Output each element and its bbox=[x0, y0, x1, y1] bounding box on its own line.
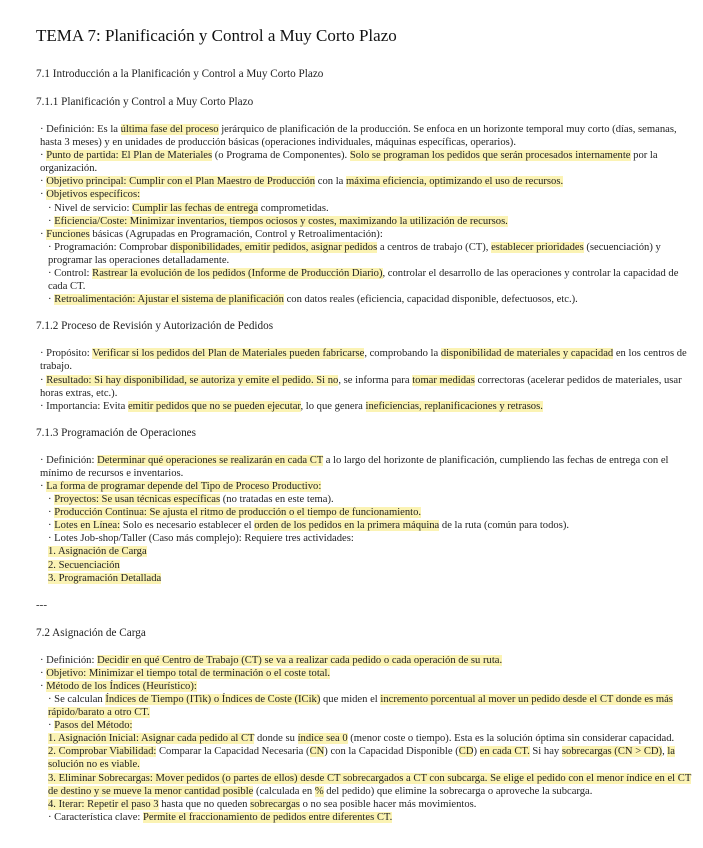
separator: --- bbox=[36, 598, 47, 611]
text-span: o no sea posible hacer más movimientos. bbox=[299, 798, 477, 810]
highlighted-text: Solo se programan los pedidos que serán procesados internamente bbox=[349, 150, 631, 162]
text-span: comprometidas. bbox=[258, 202, 329, 214]
highlighted-text: CN bbox=[309, 746, 325, 758]
text-line bbox=[36, 532, 693, 545]
highlighted-text: índice sea 0 bbox=[297, 733, 348, 745]
text-span: jerárquico de planificación de la producción. Se enfoca en un horizonte temporal muy corto (días, semanas, hasta 3 meses) y en unidades de producción básicas (operaciones individuales, máquinas específicas, operarios). bbox=[40, 124, 677, 149]
highlighted-text: Objetivo principal: Cumplir con el Plan Maestro de Producción bbox=[46, 176, 316, 188]
highlighted-text: Permite el fraccionamiento de pedidos entre diferentes CT. bbox=[143, 811, 393, 823]
section-7-2 bbox=[36, 627, 693, 824]
highlighted-text: emitir pedidos que no se pueden ejecutar bbox=[127, 400, 301, 412]
highlighted-text: Punto de partida: El Plan de Materiales bbox=[46, 150, 213, 162]
text-line bbox=[36, 480, 693, 493]
text-span: · bbox=[40, 150, 47, 162]
text-line bbox=[36, 175, 693, 188]
text-span: (menor coste o tiempo). Esta es la solución óptima sin considerar capacidad. bbox=[347, 733, 675, 745]
highlighted-text: Índices de Tiempo (ITik) o Índices de Coste (ICik) bbox=[105, 694, 321, 705]
text-span: hasta que no queden bbox=[158, 798, 251, 810]
text-span: · bbox=[40, 680, 47, 692]
highlighted-text: disponibilidades, emitir pedidos, asignar pedidos bbox=[170, 241, 378, 253]
highlighted-text: La forma de programar depende del Tipo de Proceso Productivo: bbox=[46, 480, 322, 492]
highlighted-text: última fase del proceso bbox=[120, 124, 219, 135]
highlighted-text: CD bbox=[458, 746, 474, 758]
section-heading-7-2: 7.2 Asignación de Carga bbox=[36, 626, 146, 639]
text-span: ) bbox=[473, 746, 480, 758]
text-span: del pedido) que elimine la sobrecarga o aproveche la subcarga. bbox=[323, 785, 593, 797]
text-span: · bbox=[40, 176, 47, 188]
subsection-heading: 7.1.2 Proceso de Revisión y Autorización de Pedidos bbox=[36, 320, 274, 333]
text-span: · Programación: Comprobar bbox=[48, 241, 171, 253]
text-span: de la ruta (común para todos). bbox=[439, 520, 569, 532]
text-span: por la organización. bbox=[40, 150, 658, 175]
text-line bbox=[36, 772, 693, 798]
subsection-body bbox=[36, 123, 693, 306]
highlighted-text: Método de los Índices (Heurístico): bbox=[46, 680, 197, 692]
highlighted-text: Determinar qué operaciones se realizarán en cada CT bbox=[97, 454, 324, 466]
highlighted-text: tomar medidas bbox=[412, 374, 475, 386]
text-line bbox=[36, 123, 693, 149]
text-span: · Nivel de servicio: bbox=[48, 202, 133, 214]
text-span: (calculada en bbox=[253, 785, 315, 797]
text-span: · Se calculan bbox=[48, 694, 106, 705]
text-line bbox=[36, 149, 693, 175]
text-span: que miden el bbox=[320, 694, 381, 705]
text-line bbox=[36, 293, 693, 306]
text-line bbox=[36, 798, 693, 811]
text-span: · Definición: bbox=[40, 454, 98, 466]
text-span: Si hay bbox=[529, 746, 562, 758]
highlighted-text: Funciones bbox=[46, 228, 90, 240]
highlighted-text: sobrecargas (CN > CD) bbox=[561, 746, 663, 758]
text-span: , bbox=[662, 746, 668, 758]
text-line bbox=[36, 202, 693, 215]
highlighted-text: ineficiencias, replanificaciones y retrasos. bbox=[365, 400, 543, 412]
highlighted-text: Rastrear la evolución de los pedidos (Informe de Producción Diario) bbox=[92, 268, 383, 280]
highlighted-text: Objetivos específicos: bbox=[46, 189, 141, 201]
highlighted-text: Resultado: Si hay disponibilidad, se autoriza y emite el pedido. Si no bbox=[46, 374, 339, 386]
highlighted-text: orden de los pedidos en la primera máquina bbox=[254, 520, 440, 532]
text-span: · Control: bbox=[48, 268, 93, 280]
highlighted-text: % bbox=[314, 785, 324, 797]
highlighted-text: la solución no es viable. bbox=[48, 746, 676, 771]
highlighted-text: Pasos del Método: bbox=[54, 720, 133, 732]
text-line bbox=[36, 745, 693, 771]
text-span: · bbox=[40, 374, 47, 386]
text-span: Solo es necesario establecer el bbox=[120, 520, 255, 532]
text-span: · Importancia: Evita bbox=[40, 400, 128, 412]
subsection-heading: 7.1.1 Planificación y Control a Muy Corto Plazo bbox=[36, 96, 254, 108]
text-span: Comparar la Capacidad Necesaria ( bbox=[156, 746, 310, 758]
section-heading-7-1: 7.1 Introducción a la Planificación y Control a Muy Corto Plazo bbox=[36, 68, 324, 80]
text-span: básicas (Agrupadas en Programación, Control y Retroalimentación): bbox=[89, 228, 383, 240]
text-span: · bbox=[48, 215, 55, 227]
text-span: · bbox=[40, 667, 47, 679]
text-span: · bbox=[40, 480, 47, 492]
highlighted-text: Lotes en Línea: bbox=[54, 520, 121, 532]
text-span: · bbox=[48, 494, 55, 506]
highlighted-text: máxima eficiencia, optimizando el uso de recursos. bbox=[346, 176, 564, 188]
highlighted-text: 3. Eliminar Sobrecargas: Mover pedidos (o partes de ellos) desde CT sobrecargados a CT con subcarga. Se elige el pedido con el menor índice en el CT de destino y se mueve la menor cantidad posible bbox=[48, 772, 692, 797]
text-line bbox=[36, 667, 693, 680]
text-line bbox=[36, 228, 693, 241]
highlighted-text: incremento porcentual al mover un pedido desde el CT donde es más rápido/barato a otro CT. bbox=[48, 694, 673, 719]
highlighted-text: Cumplir las fechas de entrega bbox=[132, 202, 259, 214]
text-line bbox=[36, 732, 693, 745]
text-span: , lo que genera bbox=[300, 400, 366, 412]
highlighted-text: sobrecargas bbox=[250, 798, 300, 810]
highlighted-text: 1. Asignación Inicial: Asignar cada pedido al CT bbox=[48, 733, 255, 745]
text-span: ) con la Capacidad Disponible ( bbox=[324, 746, 459, 758]
highlighted-text: Objetivo: Minimizar el tiempo total de terminación o el coste total. bbox=[46, 667, 331, 679]
text-span: (o Programa de Componentes). bbox=[212, 150, 350, 162]
section-7-1-1 bbox=[36, 96, 693, 306]
text-span: , se informa para bbox=[338, 374, 413, 386]
text-line bbox=[36, 241, 693, 267]
text-span: a centros de trabajo (CT), bbox=[377, 241, 492, 253]
text-line bbox=[36, 400, 693, 413]
text-line bbox=[36, 215, 693, 228]
text-line bbox=[36, 519, 693, 532]
highlighted-text: 3. Programación Detallada bbox=[48, 572, 162, 584]
highlighted-text: Verificar si los pedidos del Plan de Materiales pueden fabricarse bbox=[92, 348, 365, 360]
text-span: · Definición: bbox=[40, 654, 98, 666]
highlighted-text: Proyectos: Se usan técnicas específicas bbox=[54, 494, 221, 506]
text-span: donde su bbox=[254, 733, 298, 745]
highlighted-text: 4. Iterar: Repetir el paso 3 bbox=[48, 798, 159, 810]
text-line bbox=[36, 347, 693, 373]
text-line bbox=[36, 545, 693, 558]
text-line bbox=[36, 267, 693, 293]
text-span: con datos reales (eficiencia, capacidad disponible, defectuosos, etc.). bbox=[283, 294, 578, 306]
text-span: , controlar el desarrollo de las operaciones y controlar la capacidad de cada CT. bbox=[48, 268, 679, 293]
page-title: TEMA 7: Planificación y Control a Muy Corto Plazo bbox=[36, 26, 397, 45]
section-7-1-2 bbox=[36, 320, 693, 412]
text-span: · Lotes Job-shop/Taller (Caso más complejo): Requiere tres actividades: bbox=[48, 533, 354, 545]
text-span: (secuenciación) y programar las operaciones detalladamente. bbox=[48, 241, 661, 266]
text-span: (no tratadas en este tema). bbox=[220, 494, 334, 506]
text-line bbox=[36, 654, 693, 667]
text-line bbox=[36, 680, 693, 693]
text-line bbox=[36, 188, 693, 201]
text-line bbox=[36, 374, 693, 400]
text-span: · bbox=[48, 507, 55, 519]
text-span: · bbox=[48, 720, 55, 732]
text-span: con la bbox=[315, 176, 346, 188]
text-span: correctoras (acelerar pedidos de materiales, usar horas extras, etc.). bbox=[40, 374, 682, 399]
text-span: , comprobando la bbox=[364, 348, 441, 360]
text-line bbox=[36, 693, 693, 719]
text-span: · bbox=[48, 520, 55, 532]
text-line bbox=[36, 506, 693, 519]
text-span: · Característica clave: bbox=[48, 811, 143, 823]
section-7-1-3 bbox=[36, 427, 693, 585]
highlighted-text: 2. Secuenciación bbox=[48, 559, 120, 571]
highlighted-text: disponibilidad de materiales y capacidad bbox=[440, 348, 614, 360]
section-body bbox=[36, 654, 693, 824]
subsection-body bbox=[36, 347, 693, 412]
text-span: a lo largo del horizonte de planificación, cumpliendo las fechas de entrega con el mínimo de recursos e inventarios. bbox=[40, 454, 669, 479]
subsection-heading: 7.1.3 Programación de Operaciones bbox=[36, 426, 196, 439]
text-line bbox=[36, 719, 693, 732]
highlighted-text: Retroalimentación: Ajustar el sistema de planificación bbox=[54, 294, 284, 306]
highlighted-text: 1. Asignación de Carga bbox=[48, 546, 147, 558]
highlighted-text: 2. Comprobar Viabilidad: bbox=[48, 746, 157, 758]
text-span: en los centros de trabajo. bbox=[40, 348, 687, 373]
highlighted-text: Producción Continua: Se ajusta el ritmo de producción o el tiempo de funcionamiento. bbox=[54, 507, 422, 519]
highlighted-text: Decidir en qué Centro de Trabajo (CT) se va a realizar cada pedido o cada operación de su ruta. bbox=[97, 654, 503, 666]
text-line bbox=[36, 572, 693, 585]
highlighted-text: Eficiencia/Coste: Minimizar inventarios, tiempos ociosos y costes, maximizando la utilización de recursos. bbox=[54, 215, 508, 227]
text-span: · bbox=[48, 294, 55, 306]
text-span: · bbox=[40, 189, 47, 201]
highlighted-text: en cada CT. bbox=[479, 746, 530, 758]
text-span: · Propósito: bbox=[40, 348, 93, 360]
text-span: · Definición: Es la bbox=[40, 124, 121, 135]
text-line bbox=[36, 454, 693, 480]
text-span: · bbox=[40, 228, 47, 240]
subsection-body bbox=[36, 454, 693, 585]
text-line bbox=[36, 559, 693, 572]
text-line bbox=[36, 493, 693, 506]
highlighted-text: establecer prioridades bbox=[491, 241, 584, 253]
text-line bbox=[36, 811, 693, 824]
